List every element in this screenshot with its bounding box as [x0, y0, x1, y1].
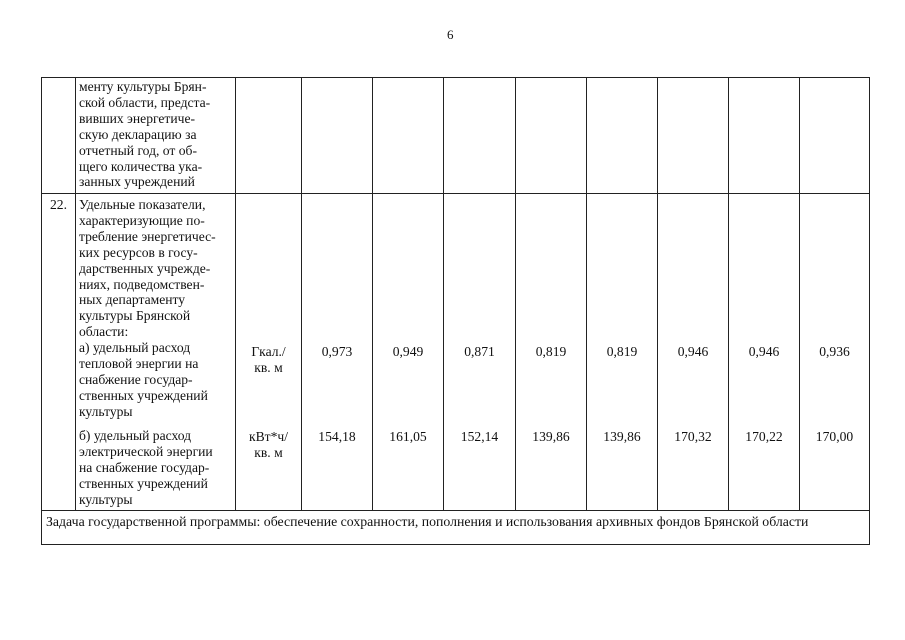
row-22-index: 22. — [50, 197, 67, 212]
row-22-sub-a-unit: Гкал./ кв. м — [251, 344, 286, 375]
column-divider — [301, 77, 302, 511]
value-cell: 139,86 — [532, 429, 570, 444]
column-divider — [372, 77, 373, 511]
table-border-top — [41, 77, 870, 78]
value-cell: 170,32 — [674, 429, 712, 444]
row-22-sub-b-unit: кВт*ч/ кв. м — [248, 429, 289, 460]
table-border-left — [41, 77, 42, 545]
table-border-bottom — [41, 544, 870, 545]
value-cell: 0,819 — [535, 344, 567, 359]
column-divider — [443, 77, 444, 511]
row-22-description-header: Удельные показатели, характеризующие по- требление энергетичес- ких ресурсов в госу- дарственных учрежде- ниях, подведомствен- ных департаменту культуры Брянской области: — [79, 197, 216, 340]
continued-row-description: менту культуры Брян- ской области, предста- вивших энергетиче- скую декларацию за отчетный год, от об- щего количества ука- занных учреждений — [79, 79, 211, 190]
value-cell: 0,871 — [464, 344, 495, 359]
page-number: 6 — [447, 27, 454, 42]
column-divider — [75, 77, 76, 511]
value-cell: 170,22 — [745, 429, 783, 444]
column-divider — [728, 77, 729, 511]
row-22-sub-a-description: а) удельный расход тепловой энергии на снабжение государ- ственных учреждений культуры — [79, 340, 208, 419]
value-cell: 0,973 — [321, 344, 353, 359]
value-cell: 154,18 — [318, 429, 356, 444]
table-border-right — [869, 77, 870, 545]
row-22-sub-b-description: б) удельный расход электрической энергии на снабжение государ- ственных учреждений культуры — [79, 428, 213, 507]
value-cell: 0,949 — [392, 344, 424, 359]
value-cell: 0,936 — [819, 344, 850, 359]
value-cell: 0,819 — [606, 344, 638, 359]
value-cell: 170,00 — [815, 429, 854, 444]
value-cell: 152,14 — [460, 429, 499, 444]
value-cell: 0,946 — [677, 344, 709, 359]
value-cell: 139,86 — [603, 429, 641, 444]
column-divider — [799, 77, 800, 511]
column-divider — [657, 77, 658, 511]
table-row-divider — [41, 193, 870, 194]
table-row-divider — [41, 510, 870, 511]
task-row-text: Задача государственной программы: обеспечение сохранности, пополнения и использования архивных фондов Брянской области — [46, 514, 809, 529]
value-cell: 161,05 — [389, 429, 427, 444]
column-divider — [586, 77, 587, 511]
value-cell: 0,946 — [748, 344, 780, 359]
column-divider — [515, 77, 516, 511]
